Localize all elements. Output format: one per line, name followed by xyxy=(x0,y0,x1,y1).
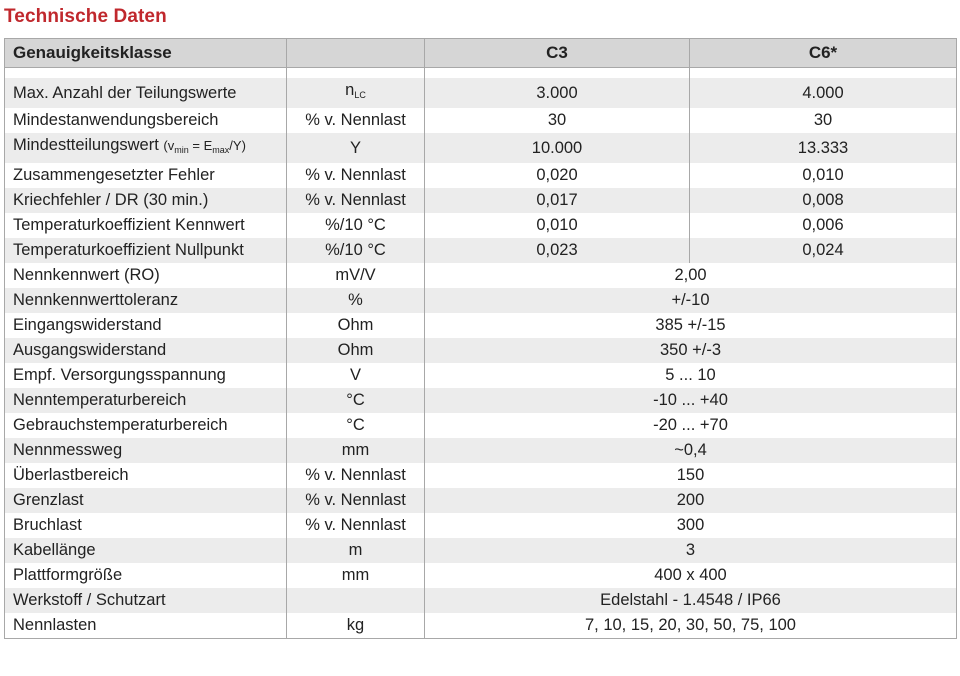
row-label: Gebrauchstemperaturbereich xyxy=(5,413,287,438)
header-c6: C6* xyxy=(690,39,957,68)
row-unit: % v. Nennlast xyxy=(287,463,425,488)
row-unit: % v. Nennlast xyxy=(287,188,425,213)
table-row xyxy=(5,488,957,513)
row-label: Bruchlast xyxy=(5,513,287,538)
row-label: Empf. Versorgungsspannung xyxy=(5,363,287,388)
table-row xyxy=(5,188,957,213)
row-c3: 0,020 xyxy=(425,163,690,188)
row-label: Temperaturkoeffizient Kennwert xyxy=(5,213,287,238)
table-row xyxy=(5,163,957,188)
row-label: Nennlasten xyxy=(5,613,287,639)
row-value: 350 +/-3 xyxy=(425,338,957,363)
row-value: +/-10 xyxy=(425,288,957,313)
row-unit xyxy=(287,588,425,613)
row-c3: 0,017 xyxy=(425,188,690,213)
table-row xyxy=(5,78,957,108)
row-unit: m xyxy=(287,538,425,563)
row-unit: Ohm xyxy=(287,338,425,363)
spec-table xyxy=(4,38,957,639)
row-unit: Y xyxy=(287,133,425,163)
table-row xyxy=(5,538,957,563)
row-unit: % v. Nennlast xyxy=(287,163,425,188)
table-row xyxy=(5,238,957,263)
table-row xyxy=(5,133,957,163)
table-row xyxy=(5,213,957,238)
table-row xyxy=(5,563,957,588)
table-row xyxy=(5,363,957,388)
section-title: Technische Daten xyxy=(4,6,167,27)
row-label: Grenzlast xyxy=(5,488,287,513)
table-row xyxy=(5,413,957,438)
row-c6: 13.333 xyxy=(690,133,957,163)
row-label: Mindestteilungswert $(v_{min} = E_{max}/Y)$ xyxy=(5,133,287,163)
row-unit: mm xyxy=(287,563,425,588)
row-unit: % v. Nennlast xyxy=(287,108,425,133)
row-value: 7, 10, 15, 20, 30, 50, 75, 100 xyxy=(425,613,957,639)
row-unit: mm xyxy=(287,438,425,463)
row-c6: 0,024 xyxy=(690,238,957,263)
row-label: Plattformgröße xyxy=(5,563,287,588)
row-unit: %/10 °C xyxy=(287,213,425,238)
row-value: 385 +/-15 xyxy=(425,313,957,338)
table-row xyxy=(5,263,957,288)
row-unit: °C xyxy=(287,388,425,413)
row-c6: 4.000 xyxy=(690,78,957,108)
row-label: Temperaturkoeffizient Nullpunkt xyxy=(5,238,287,263)
row-label: Nennkennwert (RO) xyxy=(5,263,287,288)
row-c6: 30 xyxy=(690,108,957,133)
table-row xyxy=(5,438,957,463)
row-label: Nenntemperaturbereich xyxy=(5,388,287,413)
table-row xyxy=(5,588,957,613)
header-unit xyxy=(287,39,425,68)
row-label: Überlastbereich xyxy=(5,463,287,488)
table-row xyxy=(5,513,957,538)
row-value: 3 xyxy=(425,538,957,563)
row-label: Max. Anzahl der Teilungswerte xyxy=(5,78,287,108)
row-unit: $n_{LC}$ xyxy=(287,78,425,108)
table-row xyxy=(5,338,957,363)
header-label: Genauigkeitsklasse xyxy=(5,39,287,68)
table-header-row xyxy=(5,39,957,68)
row-value: 200 xyxy=(425,488,957,513)
row-unit: Ohm xyxy=(287,313,425,338)
row-label: Ausgangswiderstand xyxy=(5,338,287,363)
row-label: Nennkennwerttoleranz xyxy=(5,288,287,313)
row-value: 400 x 400 xyxy=(425,563,957,588)
row-value: -10 ... +40 xyxy=(425,388,957,413)
row-label: Kriechfehler / DR (30 min.) xyxy=(5,188,287,213)
table-row xyxy=(5,388,957,413)
table-row xyxy=(5,108,957,133)
row-c6: 0,006 xyxy=(690,213,957,238)
row-unit: % xyxy=(287,288,425,313)
table-row xyxy=(5,613,957,639)
row-unit: °C xyxy=(287,413,425,438)
table-row xyxy=(5,463,957,488)
header-c3: C3 xyxy=(425,39,690,68)
row-c3: 0,023 xyxy=(425,238,690,263)
row-value: 150 xyxy=(425,463,957,488)
row-c3: 10.000 xyxy=(425,133,690,163)
row-label: Zusammengesetzter Fehler xyxy=(5,163,287,188)
row-label: Werkstoff / Schutzart xyxy=(5,588,287,613)
row-c3: 0,010 xyxy=(425,213,690,238)
row-c6: 0,010 xyxy=(690,163,957,188)
row-label: Kabellänge xyxy=(5,538,287,563)
row-unit: %/10 °C xyxy=(287,238,425,263)
row-unit: mV/V xyxy=(287,263,425,288)
row-label: Mindestanwendungsbereich xyxy=(5,108,287,133)
row-value: ~0,4 xyxy=(425,438,957,463)
row-label: Eingangswiderstand xyxy=(5,313,287,338)
row-unit: % v. Nennlast xyxy=(287,513,425,538)
row-value: Edelstahl - 1.4548 / IP66 xyxy=(425,588,957,613)
row-c3: 30 xyxy=(425,108,690,133)
row-unit: V xyxy=(287,363,425,388)
table-row xyxy=(5,288,957,313)
table-row xyxy=(5,313,957,338)
row-value: 2,00 xyxy=(425,263,957,288)
row-c3: 3.000 xyxy=(425,78,690,108)
row-value: -20 ... +70 xyxy=(425,413,957,438)
row-c6: 0,008 xyxy=(690,188,957,213)
spacer-row xyxy=(5,68,957,79)
row-value: 300 xyxy=(425,513,957,538)
row-label: Nennmessweg xyxy=(5,438,287,463)
row-unit: % v. Nennlast xyxy=(287,488,425,513)
row-value: 5 ... 10 xyxy=(425,363,957,388)
row-unit: kg xyxy=(287,613,425,639)
